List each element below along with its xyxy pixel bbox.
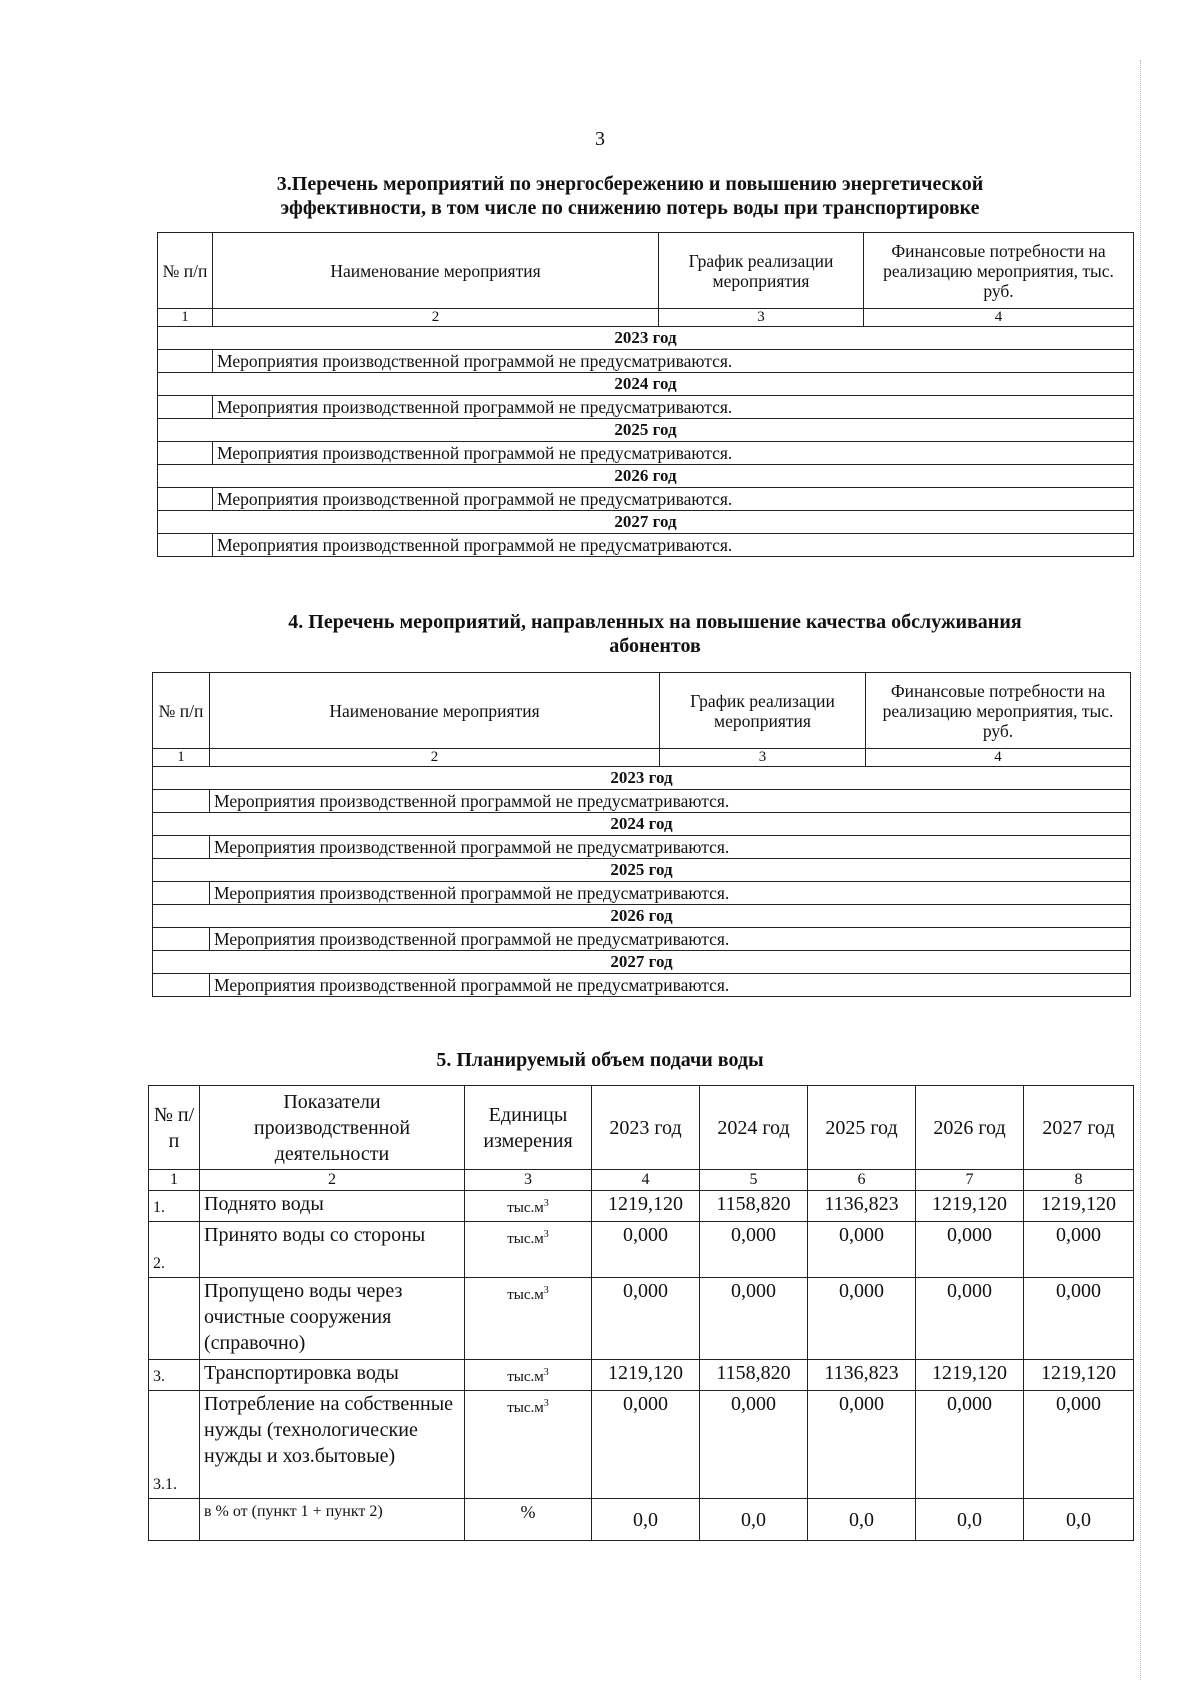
value-2024: 0,000 bbox=[700, 1222, 808, 1278]
row-indicator: Транспортировка воды bbox=[200, 1360, 465, 1391]
year-row bbox=[153, 767, 1131, 790]
row-indicator: Потребление на собственные нужды (технологические нужды и хоз.бытовые) bbox=[200, 1391, 465, 1499]
col-number: 4 bbox=[592, 1170, 700, 1191]
section4-table bbox=[152, 672, 1131, 997]
value-2025: 1136,823 bbox=[808, 1360, 916, 1391]
section5-header-row bbox=[149, 1086, 1134, 1170]
value-2023: 0,000 bbox=[592, 1222, 700, 1278]
col-number: 7 bbox=[916, 1170, 1024, 1191]
section4-title-line1: 4. Перечень мероприятий, направленных на повышение качества обслуживания bbox=[288, 611, 1022, 633]
no-measures-row bbox=[153, 928, 1131, 951]
year-row bbox=[153, 813, 1131, 836]
col-header-name: Наименование мероприятия bbox=[210, 673, 660, 749]
value-2027: 0,000 bbox=[1024, 1222, 1134, 1278]
row-index bbox=[149, 1278, 200, 1360]
value-2026: 0,000 bbox=[916, 1391, 1024, 1499]
value-2027: 0,000 bbox=[1024, 1278, 1134, 1360]
empty-cell bbox=[153, 836, 210, 859]
value-2023: 1219,120 bbox=[592, 1191, 700, 1222]
unit-sup: 3 bbox=[543, 1367, 549, 1378]
no-measures-row bbox=[158, 396, 1134, 419]
section4-col-numbers bbox=[153, 749, 1131, 767]
row-index: 3.1. bbox=[149, 1391, 200, 1499]
row-index bbox=[149, 1499, 200, 1541]
col-header-2025: 2025 год bbox=[808, 1086, 916, 1170]
no-measures-text: Мероприятия производственной программой не предусматриваются. bbox=[213, 442, 1134, 465]
section3-title-line2: эффективности, в том числе по снижению потерь воды при транспортировке bbox=[280, 197, 980, 219]
col-header-finance: Финансовые потребности на реализацию мероприятия, тыс. руб. bbox=[866, 673, 1131, 749]
col-number: 1 bbox=[149, 1170, 200, 1191]
year-label: 2024 год bbox=[153, 813, 1131, 836]
year-label: 2025 год bbox=[153, 859, 1131, 882]
value-2026: 1219,120 bbox=[916, 1191, 1024, 1222]
value-2024: 1158,820 bbox=[700, 1360, 808, 1391]
year-label: 2023 год bbox=[158, 327, 1134, 350]
col-header-unit: Единицы измерения bbox=[465, 1086, 592, 1170]
empty-cell bbox=[153, 882, 210, 905]
row-indicator: Поднято воды bbox=[200, 1191, 465, 1222]
col-header-2023: 2023 год bbox=[592, 1086, 700, 1170]
section3-table bbox=[157, 232, 1134, 557]
no-measures-row bbox=[153, 974, 1131, 997]
col-header-schedule: График реализации мероприятия bbox=[660, 673, 866, 749]
year-row bbox=[158, 327, 1134, 350]
col-number: 2 bbox=[200, 1170, 465, 1191]
page-number: 3 bbox=[595, 128, 605, 150]
row-index: 1. bbox=[149, 1191, 200, 1222]
year-label: 2024 год bbox=[158, 373, 1134, 396]
no-measures-text: Мероприятия производственной программой не предусматриваются. bbox=[210, 790, 1131, 813]
section5-title: 5. Планируемый объем подачи воды bbox=[436, 1049, 764, 1071]
value-2024: 0,000 bbox=[700, 1391, 808, 1499]
value-2025: 0,000 bbox=[808, 1391, 916, 1499]
year-label: 2025 год bbox=[158, 419, 1134, 442]
table-row bbox=[149, 1222, 1134, 1278]
empty-cell bbox=[153, 790, 210, 813]
year-row bbox=[158, 511, 1134, 534]
row-index: 2. bbox=[149, 1222, 200, 1278]
col-number: 2 bbox=[210, 749, 660, 767]
unit-base: тыс.м bbox=[507, 1287, 544, 1303]
table-row bbox=[149, 1499, 1134, 1541]
col-header-number: № п/п bbox=[158, 233, 213, 309]
col-header-2026: 2026 год bbox=[916, 1086, 1024, 1170]
year-row bbox=[158, 419, 1134, 442]
scan-edge bbox=[1140, 60, 1143, 1680]
no-measures-text: Мероприятия производственной программой не предусматриваются. bbox=[213, 488, 1134, 511]
value-2023: 0,000 bbox=[592, 1391, 700, 1499]
row-unit bbox=[465, 1222, 592, 1278]
value-2023: 1219,120 bbox=[592, 1360, 700, 1391]
row-unit bbox=[465, 1360, 592, 1391]
col-number: 3 bbox=[659, 309, 864, 327]
table-row bbox=[149, 1191, 1134, 1222]
col-number: 1 bbox=[158, 309, 213, 327]
section4-title-line2: абонентов bbox=[609, 635, 701, 657]
empty-cell bbox=[158, 350, 213, 373]
section3-col-numbers bbox=[158, 309, 1134, 327]
no-measures-row bbox=[158, 534, 1134, 557]
section4-header-row bbox=[153, 673, 1131, 749]
no-measures-text: Мероприятия производственной программой не предусматриваются. bbox=[210, 974, 1131, 997]
value-2026: 0,000 bbox=[916, 1278, 1024, 1360]
value-2026: 0,000 bbox=[916, 1222, 1024, 1278]
col-number: 6 bbox=[808, 1170, 916, 1191]
col-header-2024: 2024 год bbox=[700, 1086, 808, 1170]
col-header-number: № п/п bbox=[153, 673, 210, 749]
empty-cell bbox=[153, 974, 210, 997]
unit-base: тыс.м bbox=[507, 1231, 544, 1247]
section3-header-row bbox=[158, 233, 1134, 309]
no-measures-text: Мероприятия производственной программой не предусматриваются. bbox=[213, 396, 1134, 419]
table-row bbox=[149, 1360, 1134, 1391]
value-2027: 1219,120 bbox=[1024, 1191, 1134, 1222]
year-row bbox=[158, 373, 1134, 396]
value-2027: 1219,120 bbox=[1024, 1360, 1134, 1391]
value-2027: 0,0 bbox=[1024, 1499, 1134, 1541]
value-2026: 1219,120 bbox=[916, 1360, 1024, 1391]
no-measures-row bbox=[153, 882, 1131, 905]
row-indicator: Пропущено воды через очистные сооружения (справочно) bbox=[200, 1278, 465, 1360]
no-measures-text: Мероприятия производственной программой не предусматриваются. bbox=[213, 350, 1134, 373]
value-2024: 0,0 bbox=[700, 1499, 808, 1541]
year-row bbox=[153, 951, 1131, 974]
col-header-finance: Финансовые потребности на реализацию мероприятия, тыс. руб. bbox=[864, 233, 1134, 309]
table-row bbox=[149, 1278, 1134, 1360]
year-label: 2026 год bbox=[158, 465, 1134, 488]
table-row bbox=[149, 1391, 1134, 1499]
empty-cell bbox=[158, 534, 213, 557]
col-number: 4 bbox=[866, 749, 1131, 767]
col-number: 4 bbox=[864, 309, 1134, 327]
year-label: 2027 год bbox=[158, 511, 1134, 534]
col-number: 8 bbox=[1024, 1170, 1134, 1191]
col-number: 3 bbox=[660, 749, 866, 767]
section3-title-line1: 3.Перечень мероприятий по энергосбережению и повышению энергетической bbox=[276, 173, 984, 195]
empty-cell bbox=[158, 396, 213, 419]
col-header-number: № п/п bbox=[149, 1086, 200, 1170]
unit-base: тыс.м bbox=[507, 1400, 544, 1416]
value-2023: 0,000 bbox=[592, 1278, 700, 1360]
row-unit: % bbox=[465, 1499, 592, 1541]
value-2027: 0,000 bbox=[1024, 1391, 1134, 1499]
empty-cell bbox=[153, 928, 210, 951]
section5-col-numbers bbox=[149, 1170, 1134, 1191]
no-measures-row bbox=[158, 488, 1134, 511]
col-number: 2 bbox=[213, 309, 659, 327]
section5-table bbox=[148, 1085, 1134, 1541]
col-number: 5 bbox=[700, 1170, 808, 1191]
section4-title bbox=[180, 610, 1130, 658]
row-unit bbox=[465, 1391, 592, 1499]
col-header-indicator: Показатели производственной деятельности bbox=[200, 1086, 465, 1170]
no-measures-text: Мероприятия производственной программой не предусматриваются. bbox=[213, 534, 1134, 557]
value-2025: 0,000 bbox=[808, 1222, 916, 1278]
value-2025: 0,0 bbox=[808, 1499, 916, 1541]
empty-cell bbox=[158, 442, 213, 465]
section3-title bbox=[180, 172, 1080, 220]
row-index: 3. bbox=[149, 1360, 200, 1391]
row-unit bbox=[465, 1278, 592, 1360]
year-row bbox=[153, 905, 1131, 928]
col-number: 1 bbox=[153, 749, 210, 767]
col-header-name: Наименование мероприятия bbox=[213, 233, 659, 309]
no-measures-row bbox=[158, 350, 1134, 373]
no-measures-row bbox=[153, 790, 1131, 813]
col-header-2027: 2027 год bbox=[1024, 1086, 1134, 1170]
empty-cell bbox=[158, 488, 213, 511]
year-label: 2026 год bbox=[153, 905, 1131, 928]
no-measures-text: Мероприятия производственной программой не предусматриваются. bbox=[210, 928, 1131, 951]
row-indicator: в % от (пункт 1 + пункт 2) bbox=[200, 1499, 465, 1541]
year-row bbox=[153, 859, 1131, 882]
value-2025: 0,000 bbox=[808, 1278, 916, 1360]
col-number: 3 bbox=[465, 1170, 592, 1191]
unit-sup: 3 bbox=[543, 1285, 549, 1296]
unit-sup: 3 bbox=[543, 1229, 549, 1240]
year-label: 2027 год bbox=[153, 951, 1131, 974]
unit-sup: 3 bbox=[543, 1198, 549, 1209]
no-measures-row bbox=[158, 442, 1134, 465]
value-2024: 1158,820 bbox=[700, 1191, 808, 1222]
value-2025: 1136,823 bbox=[808, 1191, 916, 1222]
no-measures-text: Мероприятия производственной программой не предусматриваются. bbox=[210, 882, 1131, 905]
value-2024: 0,000 bbox=[700, 1278, 808, 1360]
no-measures-row bbox=[153, 836, 1131, 859]
unit-sup: 3 bbox=[543, 1398, 549, 1409]
no-measures-text: Мероприятия производственной программой не предусматриваются. bbox=[210, 836, 1131, 859]
year-row bbox=[158, 465, 1134, 488]
row-indicator: Принято воды со стороны bbox=[200, 1222, 465, 1278]
row-unit bbox=[465, 1191, 592, 1222]
value-2023: 0,0 bbox=[592, 1499, 700, 1541]
value-2026: 0,0 bbox=[916, 1499, 1024, 1541]
year-label: 2023 год bbox=[153, 767, 1131, 790]
unit-base: тыс.м bbox=[507, 1200, 544, 1216]
unit-base: тыс.м bbox=[507, 1369, 544, 1385]
col-header-schedule: График реализации мероприятия bbox=[659, 233, 864, 309]
